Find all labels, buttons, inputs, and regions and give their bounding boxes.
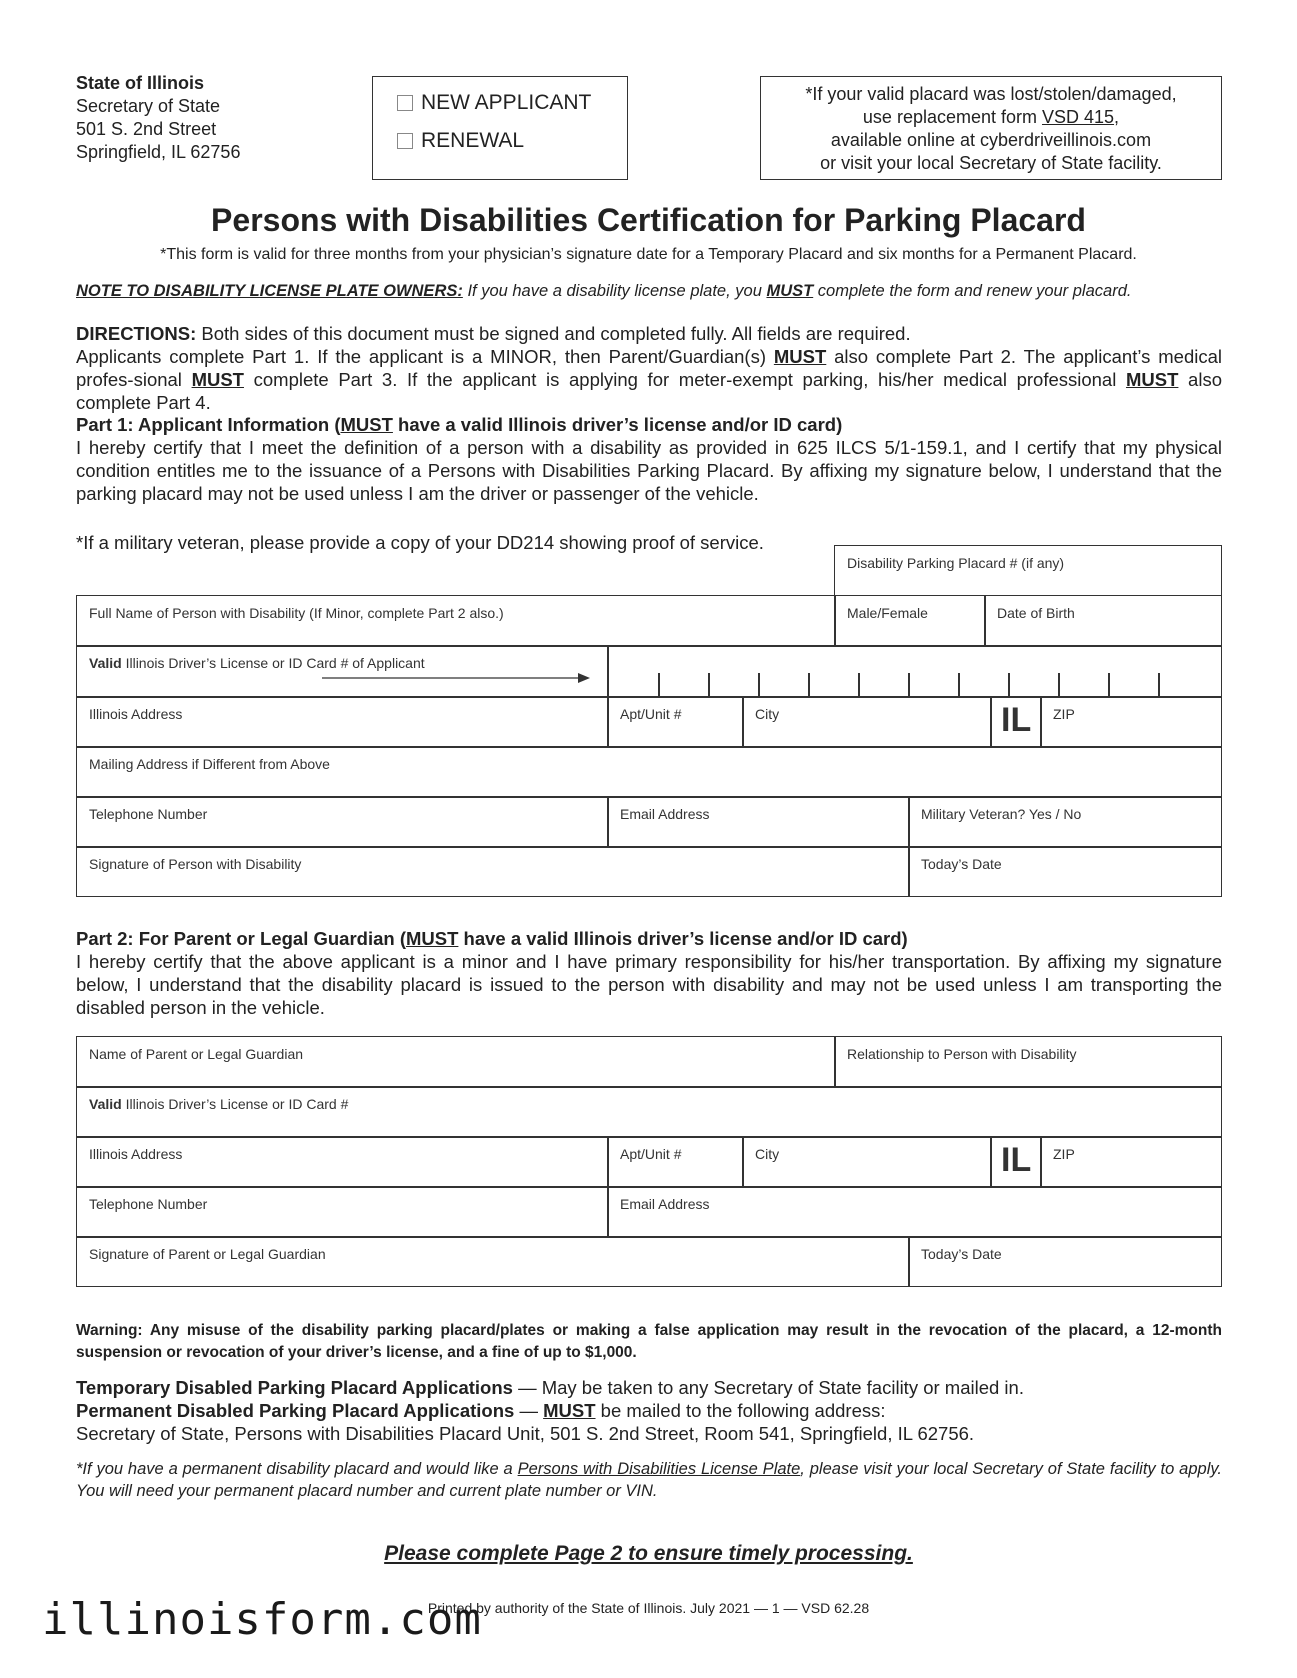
field-label: Male/Female xyxy=(847,605,928,621)
dl-label-cell xyxy=(76,645,609,698)
checkbox-square-icon[interactable] xyxy=(397,133,413,149)
guardian-email-field[interactable] xyxy=(607,1186,1222,1238)
field-label: Date of Birth xyxy=(997,605,1075,621)
field-label: Military Veteran? Yes / No xyxy=(921,806,1082,822)
plate-note-text: , please visit your local Secretary of State facility to apply. You will need your permanent placard number and current plate number or VIN. xyxy=(76,1460,1222,1500)
mailing-address: Secretary of State, Persons with Disabilities Placard Unit, 501 S. 2nd Street, Room 541, Springfield, IL 62756. xyxy=(76,1423,975,1444)
guardian-address-field[interactable] xyxy=(76,1136,609,1188)
zip-field[interactable] xyxy=(1040,696,1222,748)
field-label: Today’s Date xyxy=(921,856,1002,872)
field-label: ZIP xyxy=(1053,1146,1075,1162)
directions-text: Both sides of this document must be signed and completed fully. All fields are required. xyxy=(196,323,911,344)
field-label: Today’s Date xyxy=(921,1246,1002,1262)
guardian-apt-field[interactable] xyxy=(607,1136,744,1188)
full-name-field[interactable] xyxy=(76,595,836,647)
guardian-zip-field[interactable] xyxy=(1040,1136,1222,1188)
plate-owner-note xyxy=(76,282,1131,301)
note-text: If you have a disability license plate, you xyxy=(462,282,767,300)
part1-heading: Part 1: Applicant Information ( xyxy=(76,414,341,435)
renewal-checkbox[interactable] xyxy=(397,129,524,153)
field-label-bold: Valid xyxy=(89,1096,122,1112)
field-label: Apt/Unit # xyxy=(620,1146,682,1162)
field-label: Telephone Number xyxy=(89,806,208,822)
submission-text: — xyxy=(514,1400,544,1421)
mailing-address-field[interactable] xyxy=(76,746,1222,798)
digit-divider xyxy=(708,673,710,697)
permanent-label: Permanent Disabled Parking Placard Applications xyxy=(76,1400,515,1421)
directions xyxy=(76,322,1222,414)
address-field[interactable] xyxy=(76,696,609,748)
part1-heading: have a valid Illinois driver’s license and/or ID card) xyxy=(392,414,843,435)
field-label: Email Address xyxy=(620,806,710,822)
field-label: Illinois Driver’s License or ID Card # of Applicant xyxy=(121,655,425,671)
note-text: complete the form and renew your placard. xyxy=(813,282,1132,300)
replacement-text: *If your valid placard was lost/stolen/damaged, xyxy=(805,84,1177,104)
veteran-note: *If a military veteran, please provide a copy of your DD214 showing proof of service. xyxy=(76,532,764,553)
digit-divider xyxy=(1058,673,1060,697)
agency-line: Springfield, IL 62756 xyxy=(76,142,241,162)
replacement-text: , xyxy=(1114,107,1120,127)
digit-divider xyxy=(1008,673,1010,697)
license-plate-link[interactable]: Persons with Disabilities License Plate xyxy=(517,1460,801,1478)
apt-field[interactable] xyxy=(607,696,744,748)
applicant-dl-input[interactable] xyxy=(607,645,1222,698)
digit-divider xyxy=(808,673,810,697)
dob-field[interactable] xyxy=(984,595,1222,647)
sender-address xyxy=(76,72,240,164)
directions-text: also complete Part 2. The applicant’s medical profes-sional xyxy=(76,346,1222,390)
field-label: Apt/Unit # xyxy=(620,706,682,722)
printed-by-footer: Printed by authority of the State of Illinois. July 2021 — 1 — VSD 62.28 xyxy=(427,1600,870,1616)
validity-note: *This form is valid for three months from your physician’s signature date for a Temporary Placard and six months for a Permanent Placard. xyxy=(160,246,1137,263)
gender-field[interactable] xyxy=(834,595,986,647)
field-label: City xyxy=(755,1146,780,1162)
directions-label: DIRECTIONS: xyxy=(76,323,197,344)
field-label: Mailing Address if Different from Above xyxy=(89,756,330,772)
state-field xyxy=(990,696,1042,748)
digit-divider xyxy=(908,673,910,697)
field-label: Illinois Address xyxy=(89,706,183,722)
field-label: ZIP xyxy=(1053,706,1075,722)
must-text: MUST xyxy=(191,369,244,390)
field-label-bold: Valid xyxy=(89,655,122,671)
city-field[interactable] xyxy=(742,696,992,748)
guardian-city-field[interactable] xyxy=(742,1136,992,1188)
relationship-field[interactable] xyxy=(834,1036,1222,1088)
guardian-name-field[interactable] xyxy=(76,1036,836,1088)
agency-line: 501 S. 2nd Street xyxy=(76,119,217,139)
applicant-signature-field[interactable] xyxy=(76,846,910,897)
new-applicant-checkbox[interactable] xyxy=(397,91,591,115)
applicant-type-box xyxy=(372,76,628,180)
guardian-state-field xyxy=(990,1136,1042,1188)
part2-section xyxy=(76,927,1222,1019)
field-label: Illinois Address xyxy=(89,1146,183,1162)
must-text: MUST xyxy=(773,346,827,367)
checkbox-square-icon[interactable] xyxy=(397,95,413,111)
state-label: IL xyxy=(1001,1141,1032,1179)
placard-number-field[interactable] xyxy=(834,545,1222,596)
guardian-signature-field[interactable] xyxy=(76,1236,910,1287)
replacement-text: or visit your local Secretary of State facility. xyxy=(820,153,1162,173)
submission-info xyxy=(76,1376,1024,1445)
submission-text: — May be taken to any Secretary of State facility or mailed in. xyxy=(512,1377,1024,1398)
guardian-phone-field[interactable] xyxy=(76,1186,609,1238)
vsd415-link[interactable]: VSD 415 xyxy=(1042,107,1115,127)
license-plate-note xyxy=(76,1458,1222,1502)
veteran-field[interactable] xyxy=(908,796,1222,848)
part1-section xyxy=(76,413,1222,505)
field-label: Signature of Parent or Legal Guardian xyxy=(89,1246,326,1262)
agency-line: Secretary of State xyxy=(76,96,221,116)
field-label: Disability Parking Placard # (if any) xyxy=(847,555,1065,571)
misuse-warning: Warning: Any misuse of the disability parking placard/plates or making a false application may result in the revocation of the placard, a 12-month suspension or revocation of your driver’s license, and a fine of up to $1,000. xyxy=(76,1322,1222,1361)
replacement-notice xyxy=(760,76,1222,180)
must-text: MUST xyxy=(543,1400,596,1421)
field-label: Name of Parent or Legal Guardian xyxy=(89,1046,304,1062)
digit-divider xyxy=(658,673,660,697)
part1-certification: I hereby certify that I meet the definition of a person with a disability as provided in 625 ILCS 5/1-159.1, and I certify that my physical condition entitles me to the issuance of a Persons with Disabilities Parking Placard. By affixing my signature below, I understand that the parking placard may not be used unless I am the driver or passenger of the vehicle. xyxy=(76,437,1222,504)
field-label: Illinois Driver’s License or ID Card # xyxy=(121,1096,349,1112)
directions-text: complete Part 3. If the applicant is applying for meter-exempt parking, his/her medical professional xyxy=(243,369,1126,390)
must-text: MUST xyxy=(1125,369,1179,390)
arrow-right-icon xyxy=(322,672,592,684)
field-label: Signature of Person with Disability xyxy=(89,856,302,872)
phone-field[interactable] xyxy=(76,796,609,848)
field-label: Full Name of Person with Disability (If Minor, complete Part 2 also.) xyxy=(89,605,504,621)
submission-text: be mailed to the following address: xyxy=(595,1400,886,1421)
digit-divider xyxy=(1158,673,1160,697)
part2-heading: have a valid Illinois driver’s license and/or ID card) xyxy=(458,928,908,949)
email-field[interactable] xyxy=(607,796,910,848)
field-label: Telephone Number xyxy=(89,1196,208,1212)
must-text: MUST xyxy=(405,928,459,949)
renewal-label: RENEWAL xyxy=(421,129,525,152)
field-label: Email Address xyxy=(620,1196,710,1212)
must-text: MUST xyxy=(340,414,393,435)
replacement-text: available online at cyberdriveillinois.com xyxy=(830,130,1152,150)
directions-text: also complete Part 4. xyxy=(76,369,1222,413)
field-label: Relationship to Person with Disability xyxy=(847,1046,1077,1062)
replacement-text: use replacement form xyxy=(862,107,1042,127)
digit-divider xyxy=(758,673,760,697)
part2-certification: I hereby certify that the above applicant is a minor and I have primary responsibility for his/her transportation. By affixing my signature below, I understand that the disability placard is issued to the person with disability and may not be used unless I am transporting the disabled person in the vehicle. xyxy=(76,951,1222,1018)
directions-text: Applicants complete Part 1. If the applicant is a MINOR, then Parent/Guardian(s) xyxy=(76,346,774,367)
digit-divider xyxy=(958,673,960,697)
complete-page2-notice: Please complete Page 2 to ensure timely processing. xyxy=(384,1542,913,1565)
plate-note-text: *If you have a permanent disability placard and would like a xyxy=(76,1460,518,1478)
temporary-label: Temporary Disabled Parking Placard Applications xyxy=(76,1377,513,1398)
watermark: illinoisform.com xyxy=(42,1594,482,1645)
part2-heading: Part 2: For Parent or Legal Guardian ( xyxy=(76,928,406,949)
guardian-dl-field[interactable] xyxy=(76,1086,1222,1138)
applicant-date-field[interactable] xyxy=(908,846,1222,897)
agency-name: State of Illinois xyxy=(76,73,205,93)
digit-divider xyxy=(858,673,860,697)
must-text: MUST xyxy=(766,282,814,300)
note-label: NOTE TO DISABILITY LICENSE PLATE OWNERS: xyxy=(76,282,463,300)
page-title: Persons with Disabilities Certification for Parking Placard xyxy=(211,202,1086,238)
guardian-date-field[interactable] xyxy=(908,1236,1222,1287)
state-label: IL xyxy=(1001,701,1032,739)
digit-divider xyxy=(1108,673,1110,697)
new-applicant-label: NEW APPLICANT xyxy=(421,91,592,114)
field-label: City xyxy=(755,706,780,722)
